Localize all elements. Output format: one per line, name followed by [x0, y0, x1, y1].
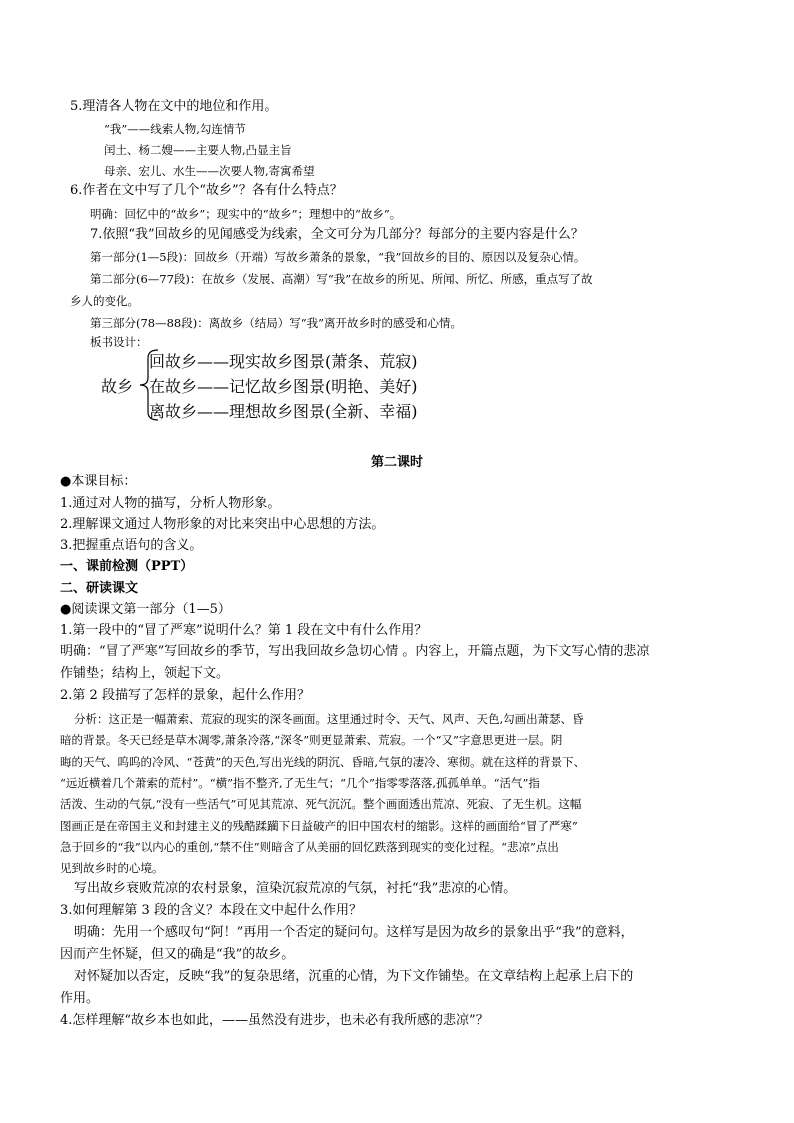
goals-heading: ●本课目标：	[60, 474, 137, 489]
section-title: 第二课时	[370, 455, 423, 470]
answer-line: 作铺垫；结构上，领起下文。	[60, 666, 230, 681]
goal-item: 1.通过对人物的描写，分析人物形象。	[60, 496, 281, 511]
question-1: 1.第一段中的“冒了严寒”说明什么？第 1 段在文中有什么作用？	[60, 623, 428, 638]
answer-line: 第三部分(78—88段)：离故乡（结局）写“我”离开故乡时的感受和心情。	[90, 316, 462, 330]
board-left-label: 故乡	[101, 377, 134, 396]
answer-line: 闰土、杨二嫂——主要人物,凸显主旨	[104, 143, 292, 157]
question-2: 2.第 2 段描写了怎样的景象，起什么作用？	[60, 688, 310, 703]
board-heading: 板书设计：	[90, 335, 148, 349]
answer-line: 母亲、宏儿、水生——次要人物,寄寓希望	[104, 164, 315, 178]
goal-item: 2.理解课文通过人物形象的对比来突出中心思想的方法。	[60, 517, 385, 532]
analysis-line: 分析：这正是一幅萧索、荒寂的现实的深冬画面。这里通过时令、天气、风声、天色,勾画出萧瑟、昏	[74, 712, 584, 726]
question-5: 5.理清各人物在文中的地位和作用。	[70, 99, 278, 114]
analysis-line: 见到故乡时的心境。	[60, 861, 164, 875]
analysis-line: “远近横着几个萧索的荒村”。“横”指不整齐,了无生气；“几个”指零零落落,孤孤单单。“活气”指	[60, 776, 540, 790]
answer-line: 对怀疑加以否定，反映“我”的复杂思绪，沉重的心情，为下文作铺垫。在文章结构上起承上启下的	[74, 969, 634, 984]
board-row: 回故乡——现实故乡图景(萧条、荒寂)	[149, 352, 418, 371]
answer-line: 明确：先用一个感叹句“阿！”再用一个否定的疑问句。这样写是因为故乡的景象出乎“我”的意料，	[74, 925, 634, 940]
goal-item: 3.把握重点语句的含义。	[60, 538, 203, 553]
board-row: 在故乡——记忆故乡图景(明艳、美好)	[149, 377, 418, 396]
question-6: 6.作者在文中写了几个“故乡”？各有什么特点？	[70, 183, 343, 198]
board-row: 离故乡——理想故乡图景(全新、幸福)	[149, 402, 418, 421]
answer-line: 第一部分(1—5段)：回故乡（开端）写故乡萧条的景象，“我”回故乡的目的、原因以及复杂心情。	[90, 250, 586, 264]
answer-line: “我”——线索人物,勾连情节	[104, 122, 246, 136]
answer-line: 因而产生怀疑，但又的确是“我”的故乡。	[60, 947, 295, 962]
analysis-line: 图画正是在帝国主义和封建主义的残酷蹂躏下日益破产的旧中国农村的缩影。这样的画面给“冒了严寒”	[60, 819, 578, 833]
summary-line: 写出故乡衰败荒凉的农村景象，渲染沉寂荒凉的气氛，衬托“我”悲凉的心情。	[74, 881, 517, 896]
reading-heading: ●阅读课文第一部分（1—5）	[60, 602, 231, 617]
answer-line: 明确：回忆中的“故乡”；现实中的“故乡”；理想中的“故乡”。	[90, 207, 402, 221]
question-7: 7.依照“我”回故乡的见闻感受为线索，全文可分为几部分？每部分的主要内容是什么？	[90, 227, 584, 242]
heading-2: 二、研读课文	[60, 581, 139, 596]
question-4: 4.怎样理解“故乡本也如此，——虽然没有进步，也未必有我所感的悲凉”？	[60, 1013, 489, 1028]
heading-1: 一、课前检测（PPT）	[60, 559, 194, 574]
analysis-line: 急于回乡的“我”以内心的重创,“禁不住”则暗含了从美丽的回忆跌落到现实的变化过程。“悲凉”点出	[60, 840, 559, 854]
analysis-line: 活泼、生动的气氛,“没有一些活气”可见其荒凉、死气沉沉。整个画面透出荒凉、死寂、了无生机。这幅	[60, 797, 582, 811]
analysis-line: 暗的背景。冬天已经是草木凋零,萧条冷落,“深冬”则更显萧索、荒寂。一个“又”字意思更进一层。阴	[60, 733, 563, 747]
answer-line: 第二部分(6—77段)：在故乡（发展、高潮）写“我”在故乡的所见、所闻、所忆、所感，重点写了故	[90, 272, 593, 286]
answer-line: 明确：“冒了严寒”写回故乡的季节，写出我回故乡急切心情 。内容上，开篇点题，为下文写心情的悲凉	[60, 644, 650, 659]
question-3: 3.如何理解第 3 段的含义？本段在文中起什么作用？	[60, 903, 362, 918]
answer-line: 作用。	[60, 991, 100, 1006]
analysis-line: 晦的天气、呜呜的冷风、“苍黄”的天色,写出光线的阴沉、昏暗,气氛的凄冷、寒彻。就在这样的背景下、	[60, 755, 586, 769]
answer-line: 乡人的变化。	[70, 294, 139, 308]
